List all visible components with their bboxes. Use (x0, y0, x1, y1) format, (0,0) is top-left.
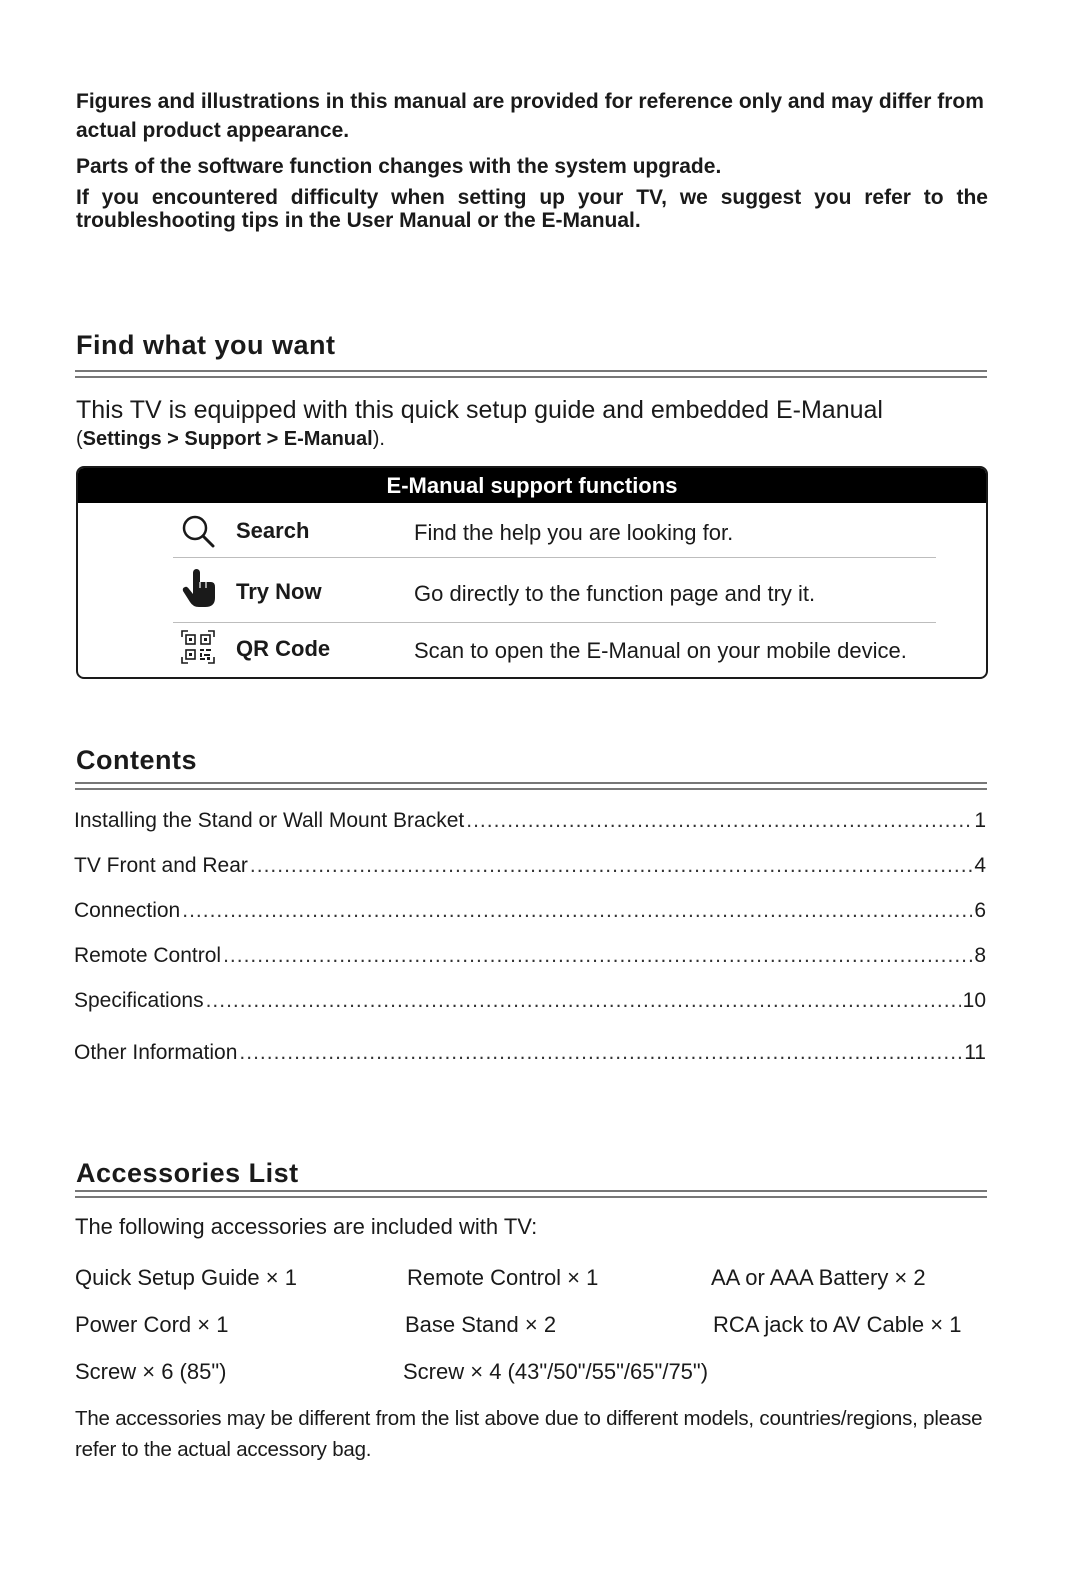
function-name: Try Now (236, 579, 322, 604)
toc-leader (250, 854, 972, 878)
toc-leader (206, 989, 961, 1013)
toc-entry[interactable] (74, 854, 986, 878)
contents-heading-rule (75, 782, 987, 790)
magnifier-icon (181, 514, 215, 548)
toc-title: Specifications (74, 989, 204, 1012)
accessory-item: Base Stand × 2 (405, 1312, 557, 1337)
accessory-item: Quick Setup Guide × 1 (75, 1265, 297, 1290)
toc-title: TV Front and Rear (74, 854, 248, 877)
function-row-qr-code (173, 622, 936, 676)
note-reference-only: Figures and illustrations in this manual are provided for reference only and may differ from actual product appearance. (76, 90, 984, 142)
function-name: Search (236, 518, 310, 543)
note-troubleshooting: If you encountered difficulty when setting up your TV, we suggest you refer to the troubleshooting tips in the User Manual or the E-Manual. (76, 186, 988, 232)
note-software-upgrade: Parts of the software function changes with the system upgrade. (76, 155, 722, 178)
toc-page: 8 (974, 944, 986, 967)
toc-title: Other Information (74, 1041, 238, 1064)
toc-page: 10 (962, 989, 986, 1012)
find-menu-path: (Settings > Support > E-Manual). (76, 428, 385, 450)
qr-code-icon (181, 630, 215, 664)
accessory-item: AA or AAA Battery × 2 (711, 1265, 926, 1290)
toc-title: Connection (74, 899, 181, 922)
toc-entry[interactable] (74, 809, 986, 833)
toc-page: 4 (974, 854, 986, 877)
function-row-try-now (173, 557, 936, 623)
toc-leader (239, 1041, 962, 1065)
toc-entry[interactable] (74, 989, 986, 1013)
function-desc: Go directly to the function page and try it. (414, 581, 816, 606)
toc-page: 6 (974, 899, 986, 922)
toc-leader (223, 944, 972, 968)
function-row-search (173, 503, 936, 558)
accessory-item: Screw × 4 (43"/50"/55"/65"/75") (403, 1359, 709, 1384)
find-heading: Find what you want (76, 330, 336, 360)
toc-page: 1 (974, 809, 986, 832)
function-name: QR Code (236, 636, 331, 661)
accessories-note: The accessories may be different from the list above due to different models, countries/regions, please refer to the actual accessory bag. (75, 1407, 983, 1461)
toc-leader (182, 899, 972, 923)
toc-title: Remote Control (74, 944, 222, 967)
accessories-heading: Accessories List (76, 1158, 299, 1188)
function-desc: Find the help you are looking for. (414, 520, 734, 545)
toc-entry[interactable] (74, 1041, 986, 1065)
emanual-functions-box (76, 466, 988, 679)
accessories-heading-rule (75, 1190, 987, 1198)
function-desc: Scan to open the E-Manual on your mobile device. (414, 638, 907, 663)
toc-page: 11 (964, 1041, 986, 1064)
toc-leader (466, 809, 972, 833)
find-heading-rule (75, 370, 987, 378)
accessory-item: Remote Control × 1 (407, 1265, 599, 1290)
pointing-hand-icon (181, 568, 217, 608)
emanual-functions-title: E-Manual support functions (78, 468, 986, 503)
accessories-intro: The following accessories are included with TV: (75, 1214, 538, 1239)
toc-entry[interactable] (74, 944, 986, 968)
toc-entry[interactable] (74, 899, 986, 923)
toc-title: Installing the Stand or Wall Mount Bracket (74, 809, 465, 832)
find-intro: This TV is equipped with this quick setup guide and embedded E-Manual (76, 396, 883, 424)
accessory-item: RCA jack to AV Cable × 1 (713, 1312, 962, 1337)
accessory-item: Power Cord × 1 (75, 1312, 229, 1337)
contents-heading: Contents (76, 745, 197, 775)
accessory-item: Screw × 6 (85") (75, 1359, 227, 1384)
